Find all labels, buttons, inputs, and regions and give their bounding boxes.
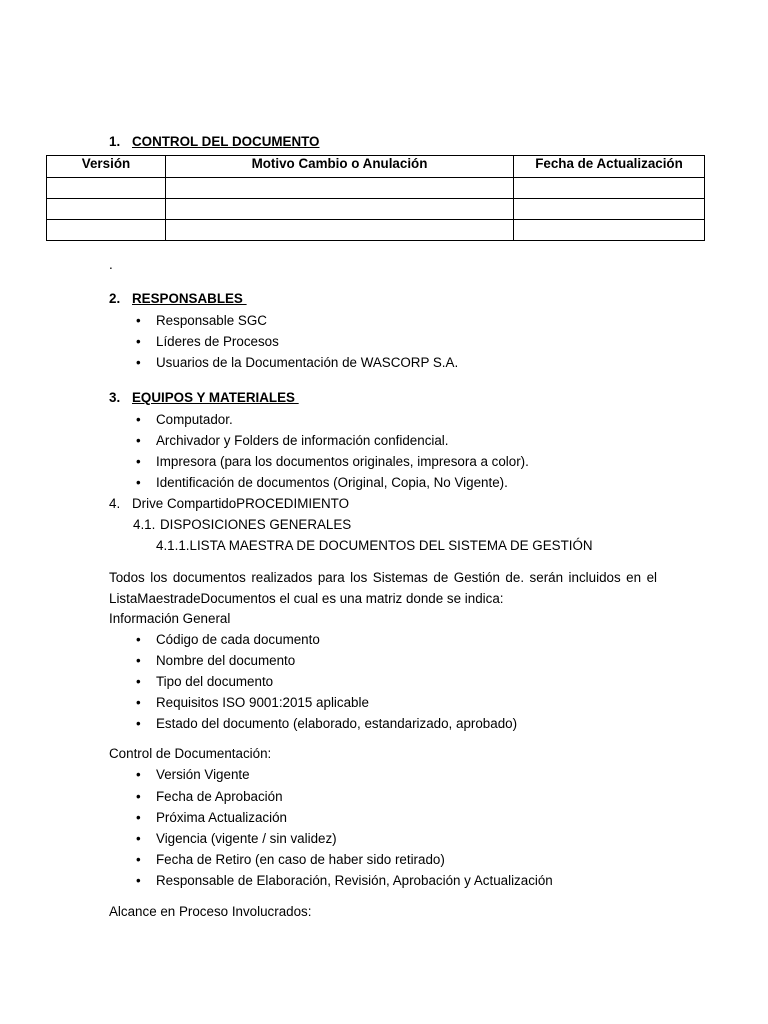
list-item-text: Estado del documento (elaborado, estandarizado, aprobado) <box>156 716 518 731</box>
table-row <box>47 178 705 199</box>
table-header-date: Fecha de Actualización <box>514 156 705 178</box>
subsection-number: 4.1.1. <box>156 538 190 553</box>
section-3-heading <box>109 390 299 406</box>
bullet-icon: • <box>136 653 141 668</box>
list-item <box>136 454 529 470</box>
table-cell <box>166 199 514 220</box>
list-item <box>136 716 518 732</box>
table-cell <box>514 178 705 199</box>
bullet-icon: • <box>136 873 141 888</box>
list-item-text: Requisitos ISO 9001:2015 aplicable <box>156 695 369 710</box>
list-item-text: Responsable SGC <box>156 313 267 328</box>
list-item <box>136 873 553 889</box>
list-item <box>136 355 459 371</box>
bullet-icon: • <box>136 334 141 349</box>
table-row <box>47 199 705 220</box>
list-item <box>136 674 274 690</box>
list-item-text: Líderes de Procesos <box>156 334 279 349</box>
subsection-number: 4.1. <box>133 517 156 532</box>
table-header-row <box>47 156 705 178</box>
section-2-heading <box>109 291 247 307</box>
section-number: 4. <box>109 496 121 511</box>
list-item-text: Tipo del documento <box>156 674 274 689</box>
table-cell <box>166 178 514 199</box>
bullet-icon: • <box>136 475 141 490</box>
table-row <box>47 220 705 241</box>
stray-dot: . <box>109 257 113 272</box>
list-item-text: Identificación de documentos (Original, Copia, No Vigente). <box>156 475 508 490</box>
list-item <box>136 695 369 711</box>
list-item <box>136 313 267 329</box>
bullet-icon: • <box>136 454 141 469</box>
list-item <box>136 632 320 648</box>
bullet-icon: • <box>136 412 141 427</box>
list-item <box>136 334 279 350</box>
table-cell <box>47 199 166 220</box>
bullet-icon: • <box>136 810 141 825</box>
bullet-icon: • <box>136 674 141 689</box>
paragraph-line-1: Todos los documentos realizados para los Sistemas de Gestión de. serán incluidos en el <box>109 570 657 585</box>
table-cell <box>47 178 166 199</box>
list-item-text: Nombre del documento <box>156 653 296 668</box>
document-control-table <box>46 155 705 241</box>
table-cell <box>166 220 514 241</box>
list-item-text: Impresora (para los documentos originales, impresora a color). <box>156 454 529 469</box>
section-1-heading <box>109 134 319 150</box>
list-item-text: Versión Vigente <box>156 767 250 782</box>
list-item-text: Archivador y Folders de información confidencial. <box>156 433 449 448</box>
table-header-version: Versión <box>47 156 166 178</box>
list-item-text: Responsable de Elaboración, Revisión, Aprobación y Actualización <box>156 873 553 888</box>
paragraph-line-2: ListaMaestradeDocumentos el cual es una matriz donde se indica: <box>109 591 504 606</box>
bullet-icon: • <box>136 767 141 782</box>
bullet-icon: • <box>136 831 141 846</box>
bullet-icon: • <box>136 355 141 370</box>
section-title: EQUIPOS Y MATERIALES <box>132 390 299 405</box>
bullet-icon: • <box>136 313 141 328</box>
list-item-text: Código de cada documento <box>156 632 320 647</box>
list-item-text: Vigencia (vigente / sin validez) <box>156 831 337 846</box>
bullet-icon: • <box>136 433 141 448</box>
alcance-title: Alcance en Proceso Involucrados: <box>109 904 312 919</box>
list-item-text: Fecha de Retiro (en caso de haber sido retirado) <box>156 852 445 867</box>
table-cell <box>514 220 705 241</box>
list-item <box>136 475 508 491</box>
list-item <box>136 852 445 868</box>
section-number: 3. <box>109 390 121 405</box>
list-item-text: Próxima Actualización <box>156 810 287 825</box>
list-item <box>136 831 337 847</box>
subsection-4-1-1-heading <box>156 538 593 554</box>
bullet-icon: • <box>136 789 141 804</box>
section-4-heading <box>109 496 349 512</box>
bullet-icon: • <box>136 632 141 647</box>
list-item <box>136 789 283 805</box>
bullet-icon: • <box>136 716 141 731</box>
section-title: Drive CompartidoPROCEDIMIENTO <box>132 496 350 511</box>
table-header-reason: Motivo Cambio o Anulación <box>166 156 514 178</box>
info-general-title: Información General <box>109 611 231 626</box>
list-item <box>136 653 296 669</box>
table-cell <box>47 220 166 241</box>
section-number: 1. <box>109 134 121 149</box>
bullet-icon: • <box>136 695 141 710</box>
list-item <box>136 810 287 826</box>
section-title: RESPONSABLES <box>132 291 247 306</box>
list-item-text: Fecha de Aprobación <box>156 789 283 804</box>
subsection-title: DISPOSICIONES GENERALES <box>160 517 352 532</box>
list-item-text: Computador. <box>156 412 233 427</box>
list-item <box>136 433 449 449</box>
control-doc-title: Control de Documentación: <box>109 746 272 761</box>
subsection-4-1-heading <box>133 517 351 533</box>
subsection-title: LISTA MAESTRA DE DOCUMENTOS DEL SISTEMA DE GESTIÓN <box>189 538 593 553</box>
section-title: CONTROL DEL DOCUMENTO <box>132 134 320 149</box>
section-number: 2. <box>109 291 121 306</box>
list-item <box>136 412 233 428</box>
table-cell <box>514 199 705 220</box>
list-item <box>136 767 250 783</box>
bullet-icon: • <box>136 852 141 867</box>
list-item-text: Usuarios de la Documentación de WASCORP S.A. <box>156 355 459 370</box>
